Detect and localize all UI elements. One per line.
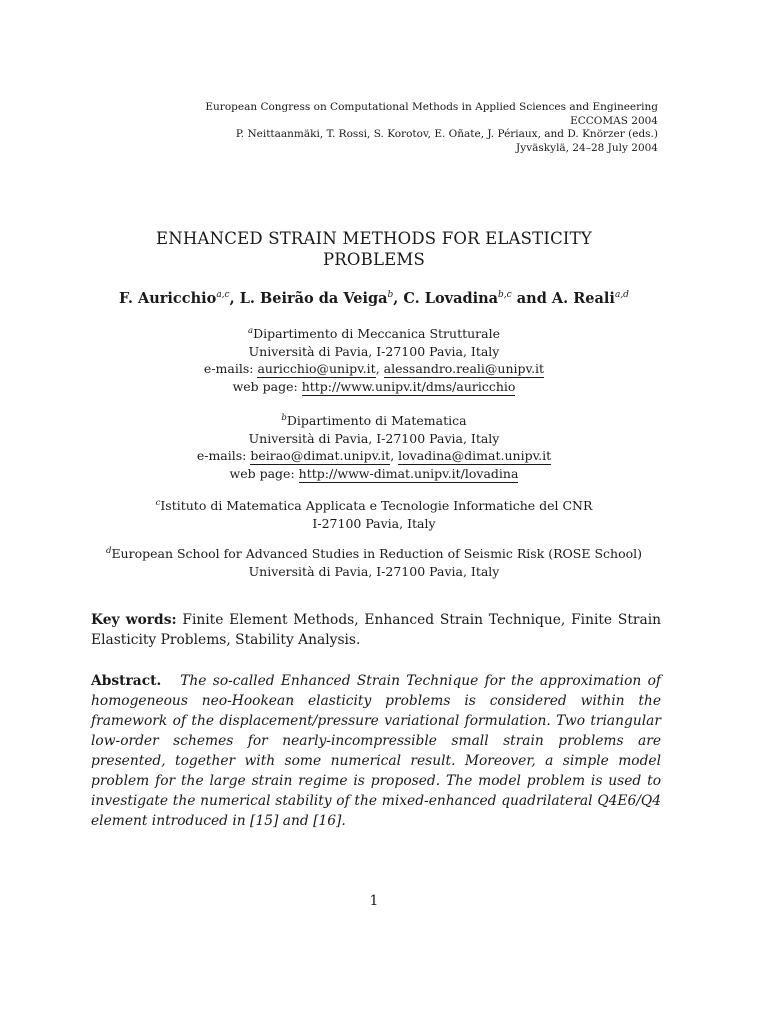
affiliation-a — [84, 323, 664, 395]
affiliation-dept: $^b$Dipartimento di Matematica — [281, 413, 467, 429]
affiliation-webpage: web page: http://www.unipv.it/dms/auricchio — [232, 378, 516, 394]
title-line-1: ENHANCED STRAIN METHODS FOR ELASTICITY — [156, 229, 592, 248]
email-link[interactable]: alessandro.reali@unipv.it — [383, 361, 545, 377]
affiliation-emails: e-mails: beirao@dimat.unipv.it, lovadina@dimat.unipv.it — [196, 448, 552, 464]
affiliation-mark: b — [281, 413, 287, 423]
affiliation-mark: c — [155, 498, 161, 508]
webpage-link[interactable]: http://www-dimat.unipv.it/lovadina — [298, 465, 519, 481]
email-link[interactable]: beirao@dimat.unipv.it — [250, 448, 391, 464]
page-number: 1 — [369, 893, 379, 909]
title-line-2: PROBLEMS — [323, 250, 425, 269]
author-name: F. Auricchio — [119, 290, 217, 307]
keywords-section — [91, 610, 661, 650]
abstract-text: The so-called Enhanced Strain Technique for the approximation of homogeneous neo-Hookean elasticity problems is considered within the framework of the displacement/pressure variational formulation. Two triangular low-order schemes for nearly-incompressible small strain problems are presented, together with some numerical result. Moreover, a simple model problem for the large strain regime is proposed. The model problem is used to investigate the numerical stability of the mixed-enhanced quadrilateral Q4E6/Q4 element introduced in [15] and [16]. — [91, 673, 661, 829]
email-link[interactable]: lovadina@dimat.unipv.it — [398, 448, 552, 464]
keywords-label: Key words: — [91, 612, 177, 628]
author-affil-mark: b — [387, 290, 394, 301]
paper-title — [84, 228, 664, 270]
author-list — [84, 290, 664, 307]
author-affil-mark: a,c — [216, 290, 230, 301]
author-separator: and — [511, 290, 552, 307]
affiliation-dept: $^c$Istituto di Matematica Applicata e Tecnologie Informatiche del CNR — [155, 498, 593, 514]
affiliation-mark: a — [247, 326, 254, 336]
author-name: A. Reali — [551, 290, 615, 307]
conference-name: European Congress on Computational Methods in Applied Sciences and Engineering — [205, 101, 658, 113]
affiliation-emails: e-mails: auricchio@unipv.it, alessandro.reali@unipv.it — [203, 361, 545, 377]
author-separator: , — [393, 290, 404, 307]
author-affil-mark: a,d — [614, 290, 629, 301]
author-affil-mark: b,c — [498, 290, 512, 301]
conference-acronym: ECCOMAS 2004 — [570, 114, 658, 127]
affiliation-university: Università di Pavia, I-27100 Pavia, Italy — [248, 343, 500, 359]
affiliation-c — [84, 495, 664, 532]
conference-header — [138, 101, 658, 155]
email-link[interactable]: auricchio@unipv.it — [257, 361, 376, 377]
affiliation-mark: d — [105, 546, 112, 556]
author-separator: , — [229, 290, 240, 307]
affiliation-webpage: web page: http://www-dimat.unipv.it/lovadina — [229, 465, 519, 481]
affiliation-d — [84, 543, 664, 580]
affiliation-city: I-27100 Pavia, Italy — [312, 515, 436, 531]
keywords-text: Finite Element Methods, Enhanced Strain Technique, Finite Strain Elasticity Problems, Stability Analysis. — [91, 612, 661, 648]
abstract-section — [91, 671, 661, 831]
affiliation-university: Università di Pavia, I-27100 Pavia, Italy — [248, 563, 500, 579]
webpage-link[interactable]: http://www.unipv.it/dms/auricchio — [301, 378, 516, 394]
author-name: L. Beirão da Veiga — [239, 290, 388, 307]
abstract-label: Abstract. — [91, 673, 162, 689]
editors-line: P. Neittaanmäki, T. Rossi, S. Korotov, E. Oñate, J. Périaux, and D. Knörzer (eds.) — [235, 128, 658, 140]
affiliation-dept: $^a$Dipartimento di Meccanica Strutturale — [247, 326, 500, 342]
affiliation-dept: $^d$European School for Advanced Studies in Reduction of Seismic Risk (ROSE School) — [105, 546, 643, 562]
affiliation-b — [84, 410, 664, 482]
conference-place-date: Jyväskylä, 24–28 July 2004 — [516, 141, 658, 154]
author-name: C. Lovadina — [403, 290, 499, 307]
affiliation-university: Università di Pavia, I-27100 Pavia, Italy — [248, 430, 500, 446]
